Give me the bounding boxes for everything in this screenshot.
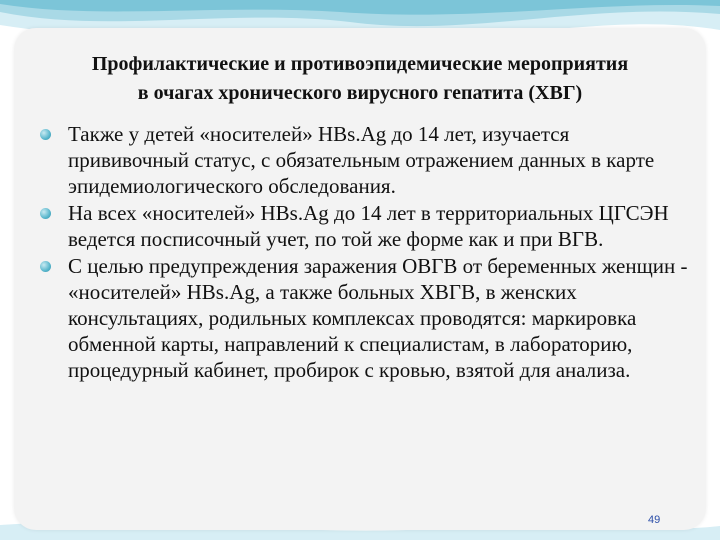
bullet-dot-icon [40, 129, 51, 140]
bullet-dot-icon [40, 208, 51, 219]
title-line-1: Профилактические и противоэпидемические мероприятия [91, 53, 629, 75]
bullet-item [20, 121, 690, 199]
bullet-text: С целью предупреждения заражения ОВГВ от беременных женщин - «носителей» HBs.Ag, а также больных ХВГВ, в женских консультациях, родильных комплексах проводятся: маркировка обменной карты, направлений к специалистам, в лабораторию, процедурный кабинет, пробирок с кровью, взятой для анализа. [68, 254, 688, 382]
bullet-list [20, 121, 690, 384]
bullet-dot-icon [40, 261, 51, 272]
title-line-2: в очагах хронического вирусного гепатита (ХВГ) [137, 82, 583, 104]
bullet-text: На всех «носителей» HBs.Ag до 14 лет в территориальных ЦГСЭН ведется посписочный учет, по той же форме как и при ВГВ. [68, 201, 669, 251]
slide-title [20, 50, 700, 108]
bullet-item [20, 253, 690, 383]
bullet-item [20, 200, 690, 252]
bullet-text: Также у детей «носителей» HBs.Ag до 14 лет, изучается прививочный статус, с обязательным отражением данных в карте эпидемиологического обследования. [68, 122, 655, 198]
page-number: 49 [648, 514, 661, 526]
